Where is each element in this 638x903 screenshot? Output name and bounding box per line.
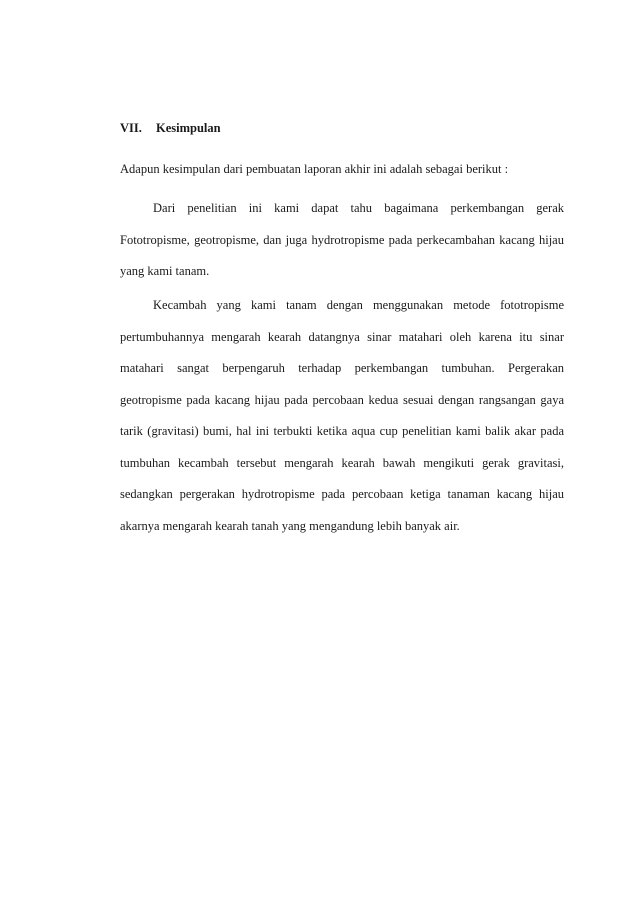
- section-number: VII.: [120, 121, 142, 135]
- intro-sentence: Adapun kesimpulan dari pembuatan laporan akhir ini adalah sebagai berikut :: [120, 162, 509, 176]
- section-title: Kesimpulan: [156, 121, 221, 135]
- conclusion-paragraph-2: Kecambah yang kami tanam dengan menggunakan metode fototropisme pertumbuhannya mengarah kearah datangnya sinar matahari oleh karena itu sinar matahari sangat berpengaruh terhadap perkembangan tumbuhan. Pergerakan geotropisme pada kacang hijau pada percobaan kedua sesuai dengan rangsangan gaya tarik (gravitasi) bumi, hal ini terbukti ketika aqua cup penelitian kami balik akar pada tumbuhan kecambah tersebut mengarah kearah bawah mengikuti gerak gravitasi, sedangkan pergerakan hydrotropisme pada percobaan ketiga tanaman kacang hijau akarnya mengarah kearah tanah yang mengandung lebih banyak air.: [120, 298, 564, 533]
- section-heading: [120, 121, 221, 136]
- conclusion-paragraph-1: Dari penelitian ini kami dapat tahu bagaimana perkembangan gerak Fototropisme, geotropisme, dan juga hydrotropisme pada perkecambahan kacang hijau yang kami tanam.: [120, 201, 564, 278]
